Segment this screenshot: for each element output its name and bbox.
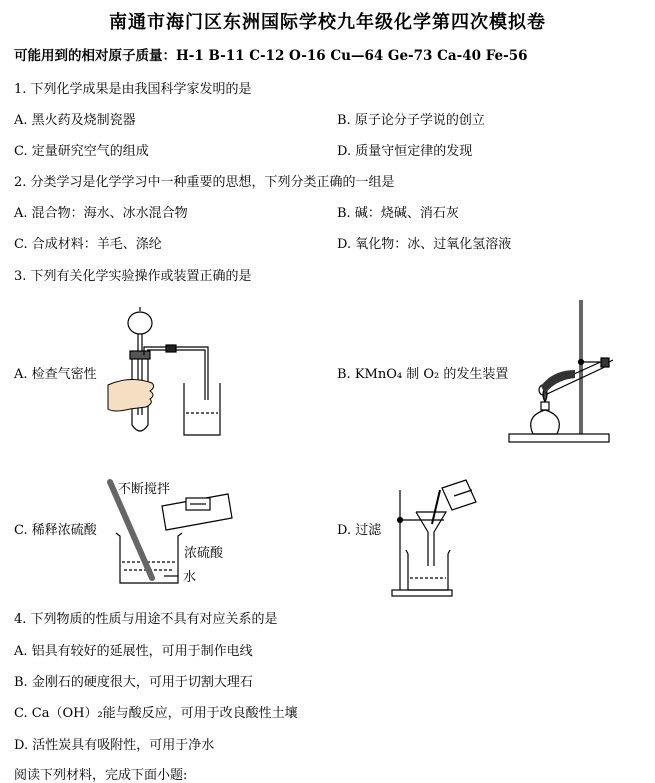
label-concentrated-acid: 浓硫酸 [184,546,224,561]
q4-option-d: D. 活性炭具有吸附性，可用于净水 [14,738,215,753]
atomic-masses: 可能用到的相对原子质量：H-1 B-11 C-12 O-16 Cu—64 Ge-73 Ca-40 Fe-56 [14,48,528,64]
q3-option-d: D. 过滤 [337,523,382,538]
figure-kmno4-apparatus [505,298,613,446]
label-water: 水 [183,570,197,585]
q3-option-b: B. KMnO₄ 制 O₂ 的发生装置 [337,367,509,382]
q1-option-a: A. 黑火药及烧制瓷器 [14,113,136,128]
q4-option-a: A. 铝具有较好的延展性，可用于制作电线 [14,644,253,659]
q2-option-c: C. 合成材料：羊毛、涤纶 [14,237,162,252]
figure-filtration [388,478,498,598]
question-2-stem: 2. 分类学习是化学学习中一种重要的思想，下列分类正确的一组是 [14,175,395,190]
q2-option-a: A. 混合物：海水、冰水混合物 [14,206,188,221]
label-stir: 不断搅拌 [118,482,171,497]
question-1-stem: 1. 下列化学成果是由我国科学家发明的是 [14,82,252,97]
question-4-stem: 4. 下列物质的性质与用途不具有对应关系的是 [14,612,278,627]
q2-option-b: B. 碱：烧碱、消石灰 [337,206,459,221]
question-3-stem: 3. 下列有关化学实验操作或装置正确的是 [14,269,252,284]
q1-option-d: D. 质量守恒定律的发现 [337,144,473,159]
q4-option-c: C. Ca（OH）₂能与酸反应，可用于改良酸性土壤 [14,706,298,721]
figure-airtightness-check [100,305,220,440]
q1-option-c: C. 定量研究空气的组成 [14,144,149,159]
q2-option-d: D. 氧化物：冰、过氧化氢溶液 [337,237,512,252]
page-title: 南通市海门区东洲国际学校九年级化学第四次模拟卷 [109,12,546,33]
q3-option-a: A. 检查气密性 [14,367,97,382]
reading-instruction: 阅读下列材料，完成下面小题: [14,768,188,783]
q4-option-b: B. 金刚石的硬度很大，可用于切割大理石 [14,675,253,690]
q1-option-b: B. 原子论分子学说的创立 [337,113,485,128]
q3-option-c: C. 稀释浓硫酸 [14,523,97,538]
